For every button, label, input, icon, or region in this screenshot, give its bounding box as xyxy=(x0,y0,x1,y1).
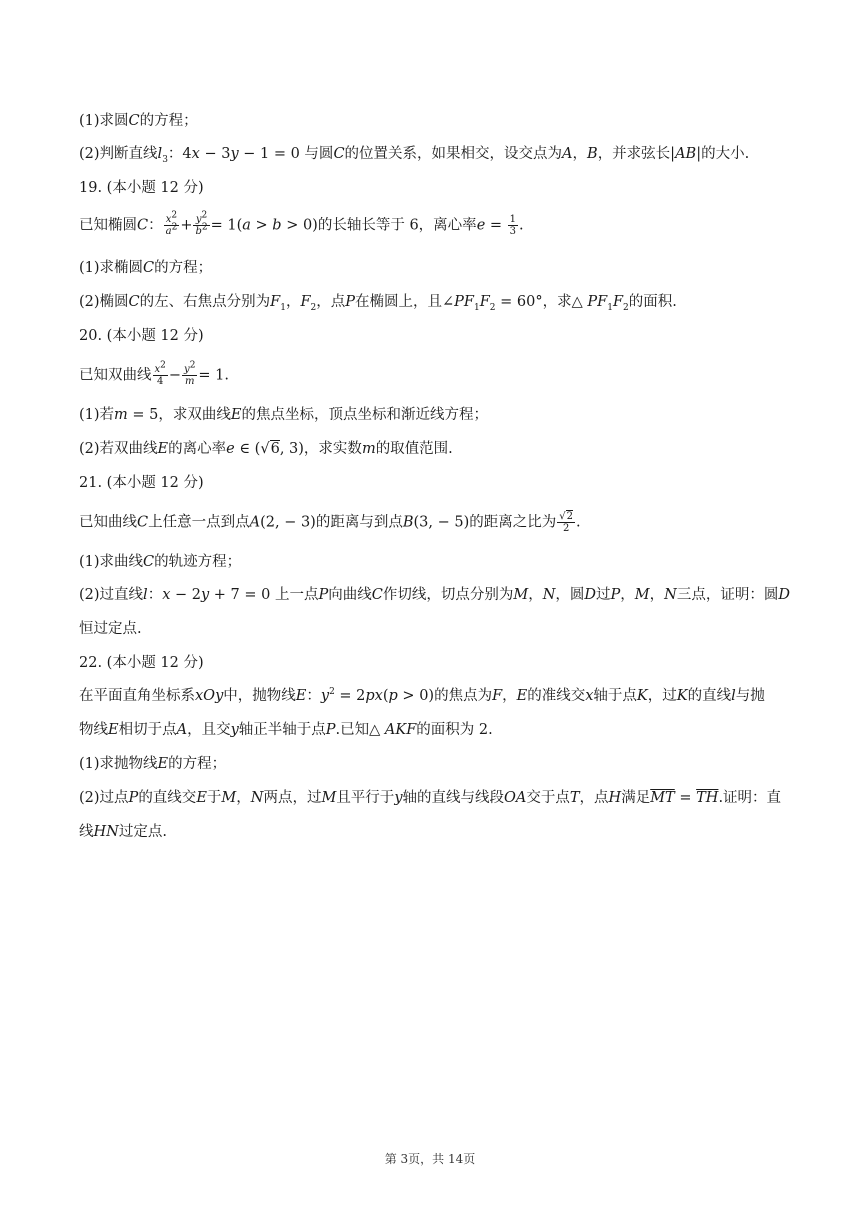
q21-part2-line1: (2)过直线l：x − 2y + 7 = 0 上一点P向曲线C作切线，切点分别为M，N，圆D过P，M，N三点，证明：圆D xyxy=(79,587,790,603)
q18-part2: (2)判断直线$l_3$：4x − 3y − 1 = 0 与圆C的位置关系，如果相交，设交点为A，B，并求弦长|AB|的大小. xyxy=(79,146,750,165)
q19-header: 19. (本小题 12 分) xyxy=(79,180,204,196)
q19-part1: (1)求椭圆C的方程； xyxy=(79,260,213,276)
q22-stem-line2: 物线E相切于点A，且交y轴正半轴于点P.已知△ AKF的面积为 2. xyxy=(79,722,493,738)
page-footer: 第 3页，共 14页 xyxy=(384,1152,476,1166)
q19-part2: (2)椭圆C的左、右焦点分别为$F_1$，$F_2$，点P在椭圆上，且$\angle PF_1F_2 = 60^\circ$，求△ $PF_1F_2$的面积. xyxy=(79,294,677,313)
q20-part2: (2)若双曲线E的离心率e ∈ (√6, 3)，求实数m的取值范围. xyxy=(79,441,453,457)
q22-part1: (1)求抛物线E的方程； xyxy=(79,756,227,772)
q22-part2-line2: 线HN过定点. xyxy=(79,824,167,840)
q21-stem: 已知曲线C上任意一点到点A(2, − 3)的距离与到点B(3, − 5)的距离之比为 $\frac{√2}{2}$ . xyxy=(79,511,581,534)
q21-part1: (1)求曲线C的轨迹方程； xyxy=(79,554,242,570)
q20-stem: 已知双曲线 $\frac{x^2}{4}$ − $\frac{y^2}{m}$ = 1. xyxy=(79,360,230,387)
q20-part1: (1)若m = 5，求双曲线E的焦点坐标，顶点坐标和渐近线方程； xyxy=(79,407,488,423)
q22-header: 22. (本小题 12 分) xyxy=(79,655,204,671)
q18-part1: (1)求圆C的方程； xyxy=(79,113,198,129)
q19-stem: 已知椭圆C： $\frac{x^2}{a^2}$ + $\frac{y^2}{b^2}$ = 1(a > b > 0)的长轴长等于 6，离心率e = $\frac{1}{3}$ . xyxy=(79,210,524,237)
q21-header: 21. (本小题 12 分) xyxy=(79,475,204,491)
q22-part2-line1: (2)过点P的直线交E于M，N两点，过M且平行于y轴的直线与线段OA交于点T，点H满足$\overline{MT} = \overline{TH}$.证明：直 xyxy=(79,790,782,806)
q21-part2-line2: 恒过定点. xyxy=(79,621,142,637)
q20-header: 20. (本小题 12 分) xyxy=(79,328,204,344)
q22-stem-line1: 在平面直角坐标系xOy中，抛物线E：$y^2 = 2px(p > 0)$的焦点为F，E的准线交x轴于点K，过K的直线l与抛 xyxy=(79,687,765,704)
